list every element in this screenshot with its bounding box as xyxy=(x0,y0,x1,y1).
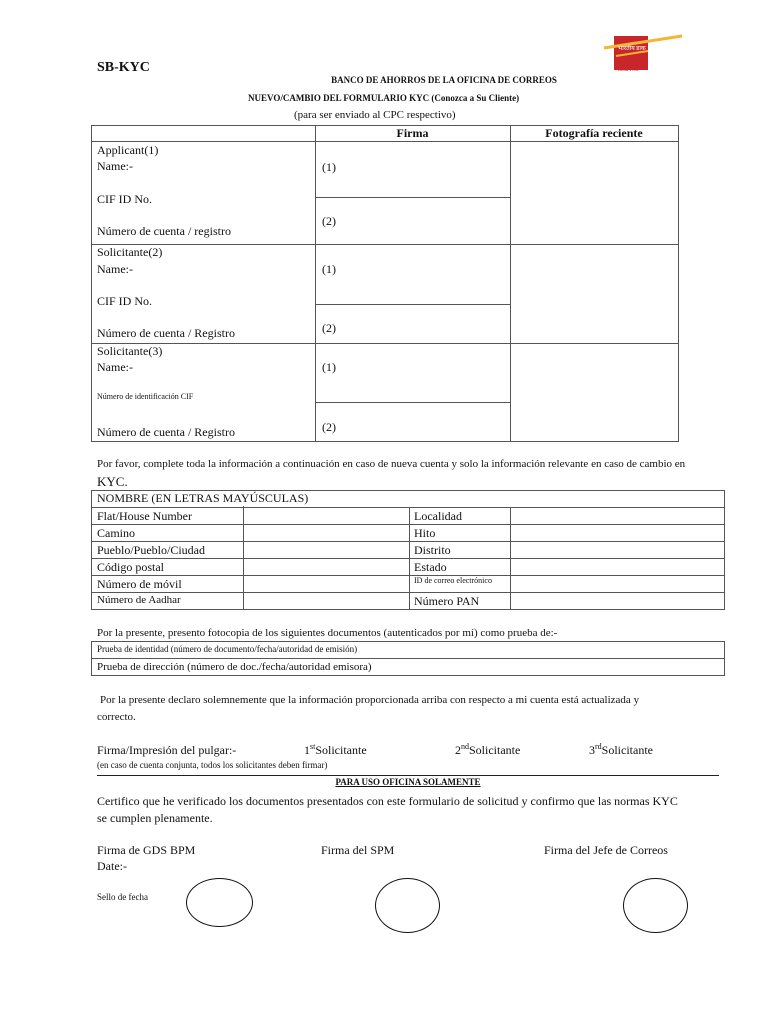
india-post-logo-icon xyxy=(598,34,688,74)
col-photo: Fotografía reciente xyxy=(545,126,643,140)
bank-name: BANCO DE AHORROS DE LA OFICINA DE CORREOS xyxy=(331,75,557,85)
district-label: Distrito xyxy=(414,543,451,557)
applicant-3-sig2: (2) xyxy=(322,420,336,434)
stamp-circle-3 xyxy=(623,878,688,933)
date-label: Date:- xyxy=(97,859,127,873)
identity-proof-label: Prueba de identidad (número de documento/fecha/autoridad de emisión) xyxy=(97,644,358,654)
office-use-title: PARA USO OFICINA SOLAMENTE xyxy=(335,777,481,787)
spm-signature: Firma del SPM xyxy=(321,843,395,857)
declaration-line1: Por la presente declaro solemnemente que la información proporcionada arriba con respecto a mi cuenta está actualizada y xyxy=(100,694,640,706)
india-post-logo xyxy=(598,34,688,74)
applicant-3-account: Número de cuenta / Registro xyxy=(97,425,235,439)
applicant-1-sig1: (1) xyxy=(322,160,336,174)
applicant-3-name: Name:- xyxy=(97,360,133,374)
email-label: ID de correo electrónico xyxy=(414,576,492,585)
applicant-2-signature: 2ndSolicitante xyxy=(455,742,521,757)
applicant-2-sig1: (1) xyxy=(322,262,336,276)
postmaster-signature: Firma del Jefe de Correos xyxy=(544,843,668,857)
date-stamp-label: Sello de fecha xyxy=(97,892,148,902)
documents-intro: Por la presente, presento fotocopia de los siguientes documentos (autenticados por mí) como prueba de:- xyxy=(97,627,558,639)
flat-house-label: Flat/House Number xyxy=(97,509,192,523)
mobile-label: Número de móvil xyxy=(97,577,182,591)
stamp-circle-2 xyxy=(375,878,440,933)
declaration-line2: correcto. xyxy=(97,711,136,723)
locality-label: Localidad xyxy=(414,509,462,523)
address-proof-label: Prueba de dirección (número de doc./fecha/autoridad emisora) xyxy=(97,661,372,673)
postal-code-label: Código postal xyxy=(97,560,165,574)
state-label: Estado xyxy=(414,560,447,574)
applicant-1-cif: CIF ID No. xyxy=(97,192,153,206)
aadhar-label: Número de Aadhar xyxy=(97,594,181,606)
applicant-3-title: Solicitante(3) xyxy=(97,344,163,358)
applicant-3-signature: 3rdSolicitante xyxy=(589,742,653,757)
applicant-3-sig1: (1) xyxy=(322,360,336,374)
applicant-2-sig2: (2) xyxy=(322,321,336,335)
town-label: Pueblo/Pueblo/Ciudad xyxy=(97,543,205,557)
stamp-circle-1 xyxy=(186,878,253,927)
col-signature: Firma xyxy=(396,126,429,140)
name-caps-label: NOMBRE (EN LETRAS MAYÚSCULAS) xyxy=(97,491,309,505)
signature-label: Firma/Impresión del pulgar:- xyxy=(97,743,237,757)
applicant-1-title: Applicant(1) xyxy=(97,143,159,157)
logo-subtext: India Post xyxy=(618,68,639,73)
applicant-2-title: Solicitante(2) xyxy=(97,245,163,259)
form-code: SB-KYC xyxy=(97,60,150,75)
applicant-2-name: Name:- xyxy=(97,262,133,276)
applicant-2-account: Número de cuenta / Registro xyxy=(97,326,235,340)
road-label: Camino xyxy=(97,526,135,540)
details-note: Por favor, complete toda la información a continuación en caso de nueva cuenta y solo la información relevante en caso de cambio en xyxy=(97,458,686,470)
gds-bpm-signature: Firma de GDS BPM xyxy=(97,843,196,857)
details-note-2: KYC. xyxy=(97,474,128,489)
form-title: NUEVO/CAMBIO DEL FORMULARIO KYC (Conozca a Su Cliente) xyxy=(248,93,520,103)
certify-line2: se cumplen plenamente. xyxy=(97,811,213,825)
send-note: (para ser enviado al CPC respectivo) xyxy=(294,109,456,121)
certify-line1: Certifico que he verificado los documentos presentados con este formulario de solicitud y confirmo que las normas KYC xyxy=(97,794,678,808)
applicant-2-cif: CIF ID No. xyxy=(97,294,153,308)
applicant-1-account: Número de cuenta / registro xyxy=(97,224,231,238)
applicant-1-signature: 1stSolicitante xyxy=(304,742,367,757)
applicant-3-cif: Número de identificación CIF xyxy=(97,392,194,401)
logo-text: भारतीय डाक xyxy=(618,46,646,52)
applicant-1-sig2: (2) xyxy=(322,214,336,228)
applicant-1-name: Name:- xyxy=(97,159,133,173)
joint-account-note: (en caso de cuenta conjunta, todos los solicitantes deben firmar) xyxy=(97,760,328,770)
pan-label: Número PAN xyxy=(414,594,480,608)
landmark-label: Hito xyxy=(414,526,436,540)
